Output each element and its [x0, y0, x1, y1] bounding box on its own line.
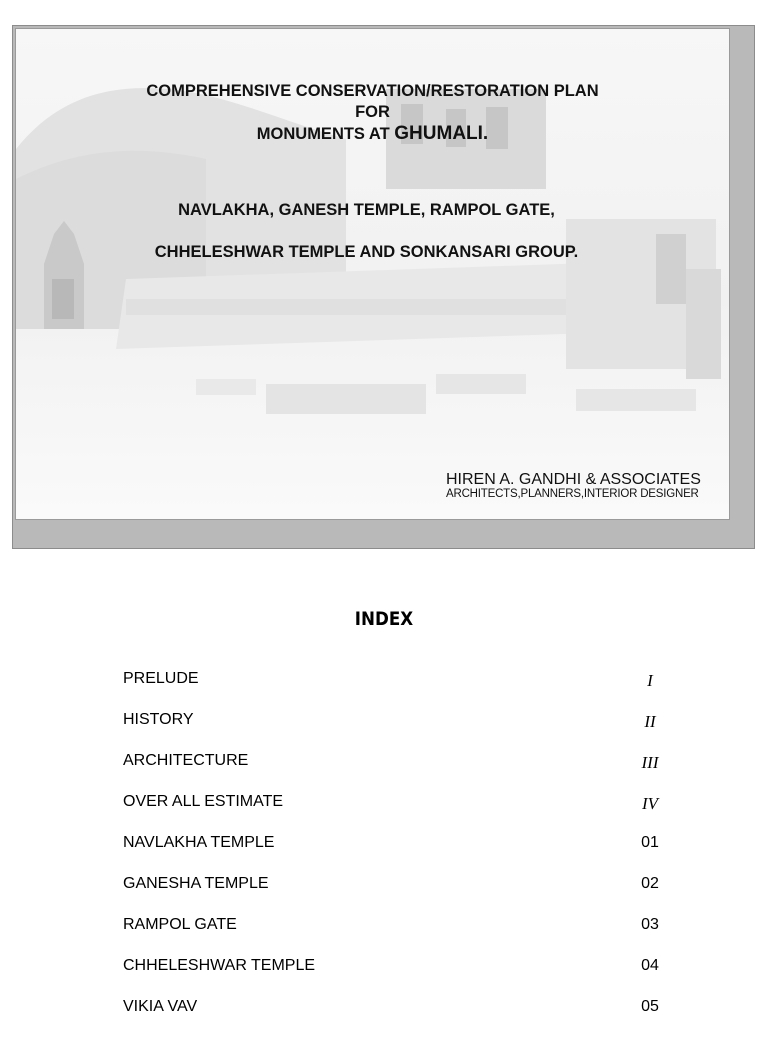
index-item-page: III — [641, 753, 659, 772]
index-row — [123, 834, 663, 875]
index-item-label: OVER ALL ESTIMATE — [123, 793, 284, 810]
index-row — [123, 670, 663, 711]
cover-title-line1: COMPREHENSIVE CONSERVATION/RESTORATION PLAN — [146, 82, 599, 100]
index-row — [123, 957, 663, 998]
cover-title-place: GHUMALI. — [394, 123, 489, 144]
cover-monuments-line2: CHHELESHWAR TEMPLE AND SONKANSARI GROUP. — [154, 243, 579, 261]
cover-title-line2: FOR — [355, 103, 390, 121]
index-item-page: 05 — [641, 998, 659, 1015]
index-item-label: HISTORY — [123, 711, 194, 728]
index-item-label: GANESHA TEMPLE — [123, 875, 269, 892]
index-row — [123, 752, 663, 793]
index-list — [123, 670, 663, 1039]
index-item-label: NAVLAKHA TEMPLE — [123, 834, 275, 851]
index-item-label: ARCHITECTURE — [123, 752, 249, 769]
cover-title-line3-prefix: MONUMENTS AT — [256, 125, 395, 143]
index-row — [123, 916, 663, 957]
index-item-page: 01 — [641, 834, 659, 851]
index-item-label: RAMPOL GATE — [123, 916, 237, 933]
index-row — [123, 875, 663, 916]
cover-title-line3 — [16, 123, 729, 145]
firm-subtitle: ARCHITECTS,PLANNERS,INTERIOR DESIGNER — [446, 488, 699, 500]
index-row — [123, 998, 663, 1039]
index-item-page: IV — [641, 794, 659, 813]
cover-monuments-line1: NAVLAKHA, GANESH TEMPLE, RAMPOL GATE, — [178, 201, 555, 219]
index-item-page: 04 — [641, 957, 659, 974]
index-row — [123, 711, 663, 752]
index-item-page: 02 — [641, 875, 659, 892]
index-item-page: 03 — [641, 916, 659, 933]
index-item-label: VIKIA VAV — [123, 998, 198, 1015]
index-item-page: II — [644, 712, 656, 731]
index-title: INDEX — [354, 608, 414, 630]
index-item-label: CHHELESHWAR TEMPLE — [123, 957, 316, 974]
index-row — [123, 793, 663, 834]
index-item-label: PRELUDE — [123, 670, 199, 687]
cover-photo — [15, 28, 730, 520]
firm-name: HIREN A. GANDHI & ASSOCIATES — [446, 471, 701, 488]
index-item-page: I — [647, 671, 653, 690]
cover-slide — [12, 25, 755, 549]
